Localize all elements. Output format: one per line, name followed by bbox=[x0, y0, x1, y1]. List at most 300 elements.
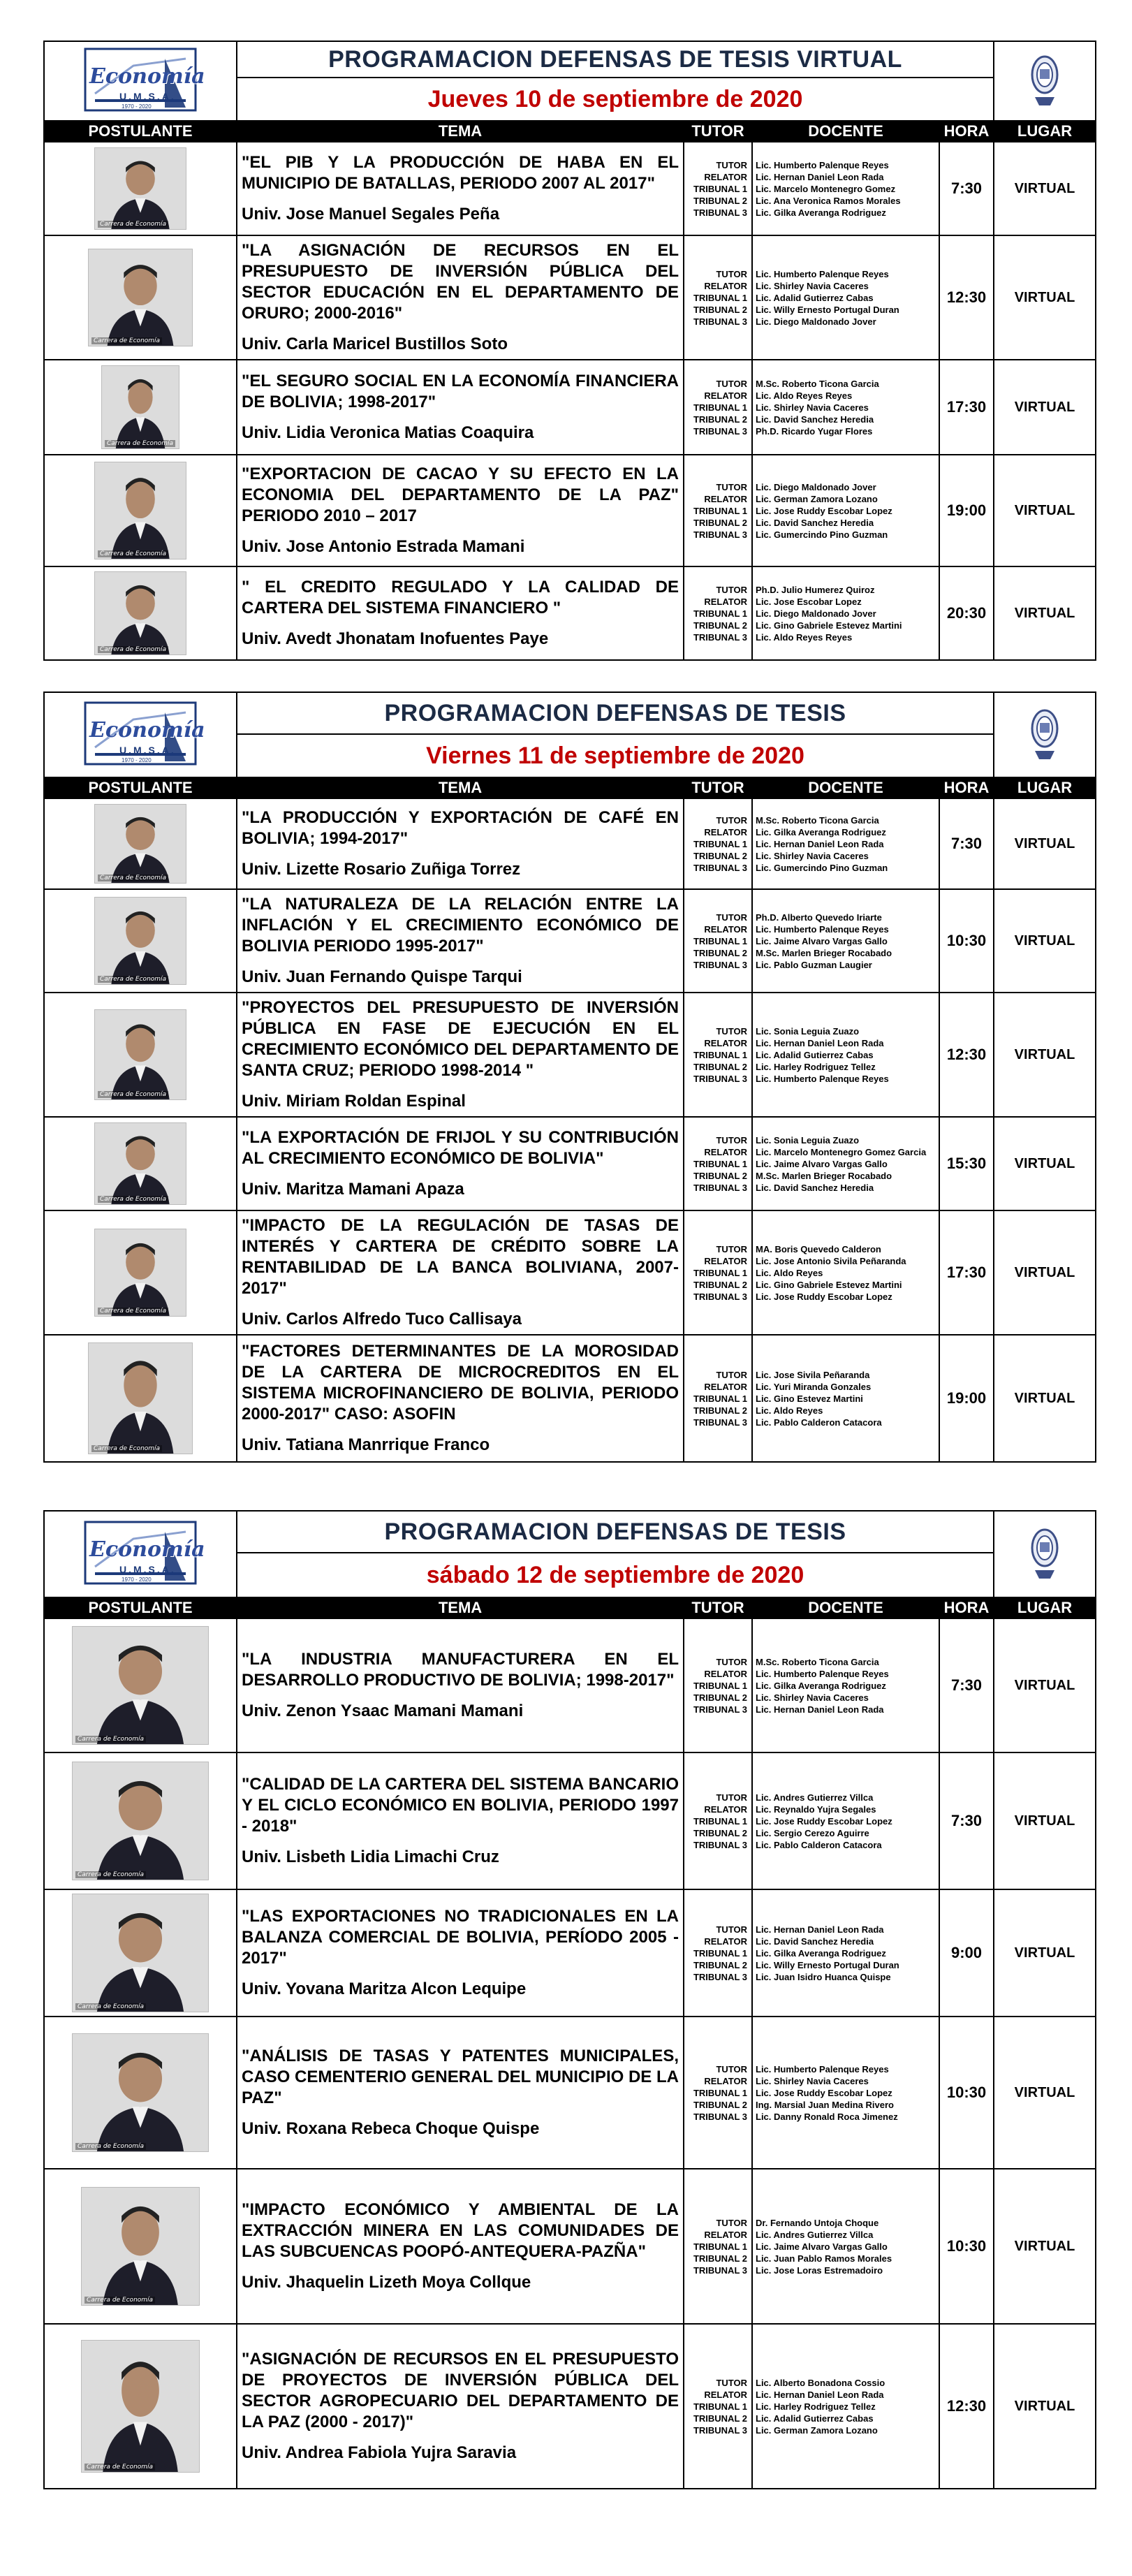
schedule-date: sábado 12 de septiembre de 2020 bbox=[237, 1553, 994, 1597]
logo-cell bbox=[44, 41, 237, 121]
docente-name: Lic. Gilka Averanga Rodriguez bbox=[756, 1947, 886, 1959]
role-label: TUTOR bbox=[716, 159, 747, 170]
tema-cell bbox=[237, 1889, 684, 2017]
avatar bbox=[101, 365, 179, 449]
role-label: TRIBUNAL 2 bbox=[693, 1692, 747, 1703]
role-label: TRIBUNAL 2 bbox=[693, 2099, 747, 2110]
role-label: RELATOR bbox=[704, 1255, 747, 1266]
docente-name: Lic. Jose Loras Estremadoiro bbox=[756, 2264, 883, 2276]
docente-name: Lic. Aldo Reyes Reyes bbox=[756, 631, 853, 643]
role-label: TRIBUNAL 3 bbox=[693, 2111, 747, 2122]
tutor-roles-cell bbox=[684, 798, 752, 889]
role-label: TRIBUNAL 2 bbox=[693, 2253, 747, 2264]
role-label: RELATOR bbox=[704, 280, 747, 291]
docente-name: Lic. Jose Ruddy Escobar Lopez bbox=[756, 505, 892, 516]
role-label: RELATOR bbox=[704, 493, 747, 504]
role-label: RELATOR bbox=[704, 923, 747, 935]
tema-cell bbox=[237, 1117, 684, 1210]
docente-name: Lic. Pablo Calderon Catacora bbox=[756, 1417, 882, 1428]
photo-caption: Carrera de Economía bbox=[75, 2143, 146, 2150]
logo-years-text: 1970 - 2020 bbox=[122, 103, 152, 110]
docente-name: Lic. Adalid Gutierrez Cabas bbox=[756, 292, 874, 303]
hora-cell: 7:30 bbox=[939, 142, 994, 235]
column-header-postulante: POSTULANTE bbox=[44, 1597, 237, 1618]
hora-cell: 20:30 bbox=[939, 566, 994, 660]
role-label: RELATOR bbox=[704, 1668, 747, 1679]
role-label: RELATOR bbox=[704, 2229, 747, 2240]
role-label: TRIBUNAL 1 bbox=[693, 1947, 747, 1959]
role-label: TUTOR bbox=[716, 584, 747, 595]
postulante-cell bbox=[44, 360, 237, 455]
docente-name: Lic. Hernan Daniel Leon Rada bbox=[756, 2389, 884, 2400]
umsa-seal-icon bbox=[1025, 702, 1064, 765]
photo-caption: Carrera de Economía bbox=[105, 440, 175, 447]
docente-name: Lic. Andres Gutierrez Villca bbox=[756, 2229, 874, 2240]
student-name: Univ. Avedt Jhonatam Inofuentes Paye bbox=[242, 629, 549, 648]
table-row bbox=[44, 142, 1096, 235]
docente-cell bbox=[752, 993, 939, 1117]
docente-name: MA. Boris Quevedo Calderon bbox=[756, 1243, 881, 1254]
docente-name: Lic. Adalid Gutierrez Cabas bbox=[756, 1049, 874, 1060]
column-header-row bbox=[44, 121, 1096, 142]
role-label: TRIBUNAL 1 bbox=[693, 1049, 747, 1060]
role-label: TUTOR bbox=[716, 2377, 747, 2388]
hora-cell: 17:30 bbox=[939, 360, 994, 455]
tutor-roles-cell bbox=[684, 142, 752, 235]
lugar-cell: VIRTUAL bbox=[994, 1117, 1096, 1210]
docente-name: Lic. Hernan Daniel Leon Rada bbox=[756, 838, 884, 849]
postulante-cell bbox=[44, 889, 237, 993]
postulante-cell bbox=[44, 142, 237, 235]
thesis-title: "EL SEGURO SOCIAL EN LA ECONOMÍA FINANCIERA DE BOLIVIA; 1998-2017" bbox=[242, 372, 679, 411]
table-row bbox=[44, 2017, 1096, 2169]
role-label: TRIBUNAL 2 bbox=[693, 850, 747, 861]
tema-cell bbox=[237, 2017, 684, 2169]
lugar-cell: VIRTUAL bbox=[994, 142, 1096, 235]
docente-name: Lic. Aldo Reyes bbox=[756, 1267, 823, 1278]
docente-name: Lic. Juan Pablo Ramos Morales bbox=[756, 2253, 892, 2264]
postulante-cell bbox=[44, 798, 237, 889]
logo-main-text: Economía bbox=[89, 64, 205, 89]
lugar-cell: VIRTUAL bbox=[994, 566, 1096, 660]
column-header-tema: TEMA bbox=[237, 121, 684, 142]
thesis-title: "IMPACTO ECONÓMICO Y AMBIENTAL DE LA EXTRACCIÓN MINERA EN LAS COMUNIDADES DE LAS SUBCUENCAS POOPÓ-ANTEQUERA-PAZÑA" bbox=[242, 2200, 679, 2261]
table-row bbox=[44, 1117, 1096, 1210]
schedule-title: PROGRAMACION DEFENSAS DE TESIS bbox=[237, 1511, 994, 1553]
role-label: TRIBUNAL 3 bbox=[693, 1417, 747, 1428]
docente-name: Lic. Jose Ruddy Escobar Lopez bbox=[756, 1291, 892, 1302]
table-row bbox=[44, 2324, 1096, 2489]
tutor-roles-cell bbox=[684, 2017, 752, 2169]
docente-name: Lic. Jaime Alvaro Vargas Gallo bbox=[756, 1158, 888, 1169]
photo-caption: Carrera de Economía bbox=[98, 1091, 168, 1098]
photo-caption: Carrera de Economía bbox=[98, 550, 168, 557]
logo-years-text: 1970 - 2020 bbox=[122, 1576, 152, 1583]
umsa-seal-icon bbox=[1025, 1521, 1064, 1584]
lugar-cell: VIRTUAL bbox=[994, 455, 1096, 566]
docente-name: Lic. Marcelo Montenegro Gomez bbox=[756, 183, 896, 194]
docente-name: Lic. Jose Ruddy Escobar Lopez bbox=[756, 2087, 892, 2098]
docente-name: M.Sc. Roberto Ticona Garcia bbox=[756, 1656, 879, 1667]
role-label: TUTOR bbox=[716, 2217, 747, 2228]
tema-cell bbox=[237, 142, 684, 235]
role-label: TRIBUNAL 3 bbox=[693, 959, 747, 970]
schedule-date: Viernes 11 de septiembre de 2020 bbox=[237, 734, 994, 777]
schedule-title: PROGRAMACION DEFENSAS DE TESIS VIRTUAL bbox=[237, 41, 994, 78]
role-label: TRIBUNAL 3 bbox=[693, 631, 747, 643]
student-name: Univ. Maritza Mamani Apaza bbox=[242, 1180, 464, 1199]
role-label: TRIBUNAL 2 bbox=[693, 1061, 747, 1072]
role-label: TRIBUNAL 2 bbox=[693, 1279, 747, 1290]
thesis-title: "LA PRODUCCIÓN Y EXPORTACIÓN DE CAFÉ EN BOLIVIA; 1994-2017" bbox=[242, 808, 679, 848]
hora-cell: 19:00 bbox=[939, 1335, 994, 1462]
thesis-title: "LA EXPORTACIÓN DE FRIJOL Y SU CONTRIBUCIÓN AL CRECIMIENTO ECONÓMICO DE BOLIVIA" bbox=[242, 1128, 679, 1168]
docente-name: Lic. Hernan Daniel Leon Rada bbox=[756, 171, 884, 182]
hora-cell: 10:30 bbox=[939, 2017, 994, 2169]
thesis-title: "ASIGNACIÓN DE RECURSOS EN EL PRESUPUESTO DE PROYECTOS DE INVERSIÓN PÚBLICA DEL SECTOR AGROPECUARIO DEL DEPARTAMENTO DE LA PAZ (2000 - 2017)" bbox=[242, 2350, 679, 2431]
role-label: RELATOR bbox=[704, 390, 747, 401]
avatar bbox=[94, 462, 186, 559]
docente-name: Lic. Shirley Navia Caceres bbox=[756, 402, 869, 413]
economia-logo bbox=[81, 698, 205, 768]
photo-caption: Carrera de Economía bbox=[91, 1445, 162, 1452]
docente-name: Lic. Humberto Palenque Reyes bbox=[756, 2063, 889, 2074]
role-label: TRIBUNAL 2 bbox=[693, 1827, 747, 1838]
docente-name: Lic. Jaime Alvaro Vargas Gallo bbox=[756, 2241, 888, 2252]
lugar-cell: VIRTUAL bbox=[994, 1335, 1096, 1462]
role-label: TRIBUNAL 3 bbox=[693, 425, 747, 437]
docente-name: Lic. Pablo Calderon Catacora bbox=[756, 1839, 882, 1850]
lugar-cell: VIRTUAL bbox=[994, 2017, 1096, 2169]
docente-name: Lic. German Zamora Lozano bbox=[756, 2424, 878, 2436]
schedule-table bbox=[43, 41, 1096, 661]
docente-name: Lic. David Sanchez Heredia bbox=[756, 1935, 874, 1947]
seal-cell bbox=[994, 1511, 1096, 1597]
role-label: TUTOR bbox=[716, 2063, 747, 2074]
avatar bbox=[94, 804, 186, 884]
role-label: RELATOR bbox=[704, 826, 747, 837]
postulante-cell bbox=[44, 235, 237, 360]
role-label: TRIBUNAL 2 bbox=[693, 947, 747, 958]
docente-name: Lic. Shirley Navia Caceres bbox=[756, 850, 869, 861]
avatar bbox=[81, 2340, 200, 2473]
student-name: Univ. Lisbeth Lidia Limachi Cruz bbox=[242, 1847, 499, 1866]
column-header-docente: DOCENTE bbox=[752, 1597, 939, 1618]
docente-cell bbox=[752, 1335, 939, 1462]
thesis-title: "FACTORES DETERMINANTES DE LA MOROSIDAD DE LA CARTERA DE MICROCREDITOS EN EL SISTEMA MICROFINANCIERO DE BOLIVIA, PERIODO 2000-2017" CASO: ASOFIN bbox=[242, 1342, 679, 1424]
table-row bbox=[44, 566, 1096, 660]
role-label: TRIBUNAL 3 bbox=[693, 1971, 747, 1982]
hora-cell: 7:30 bbox=[939, 798, 994, 889]
docente-name: Lic. Willy Ernesto Portugal Duran bbox=[756, 1959, 899, 1970]
thesis-title: "LA ASIGNACIÓN DE RECURSOS EN EL PRESUPUESTO DE INVERSIÓN PÚBLICA DEL SECTOR EDUCACIÓN EN EL DEPARTAMENTO DE ORURO; 2000-2016" bbox=[242, 241, 679, 323]
role-label: TUTOR bbox=[716, 1025, 747, 1037]
lugar-cell: VIRTUAL bbox=[994, 235, 1096, 360]
avatar bbox=[94, 147, 186, 230]
avatar bbox=[72, 2033, 209, 2152]
docente-cell bbox=[752, 1889, 939, 2017]
role-label: TRIBUNAL 2 bbox=[693, 517, 747, 528]
table-row bbox=[44, 1752, 1096, 1889]
docente-name: Lic. Pablo Guzman Laugier bbox=[756, 959, 872, 970]
docente-name: M.Sc. Marlen Brieger Rocabado bbox=[756, 1170, 892, 1181]
docente-name: Lic. Shirley Navia Caceres bbox=[756, 1692, 869, 1703]
column-header-docente: DOCENTE bbox=[752, 777, 939, 798]
docente-cell bbox=[752, 1210, 939, 1335]
docente-name: Lic. David Sanchez Heredia bbox=[756, 517, 874, 528]
docente-name: Lic. Sergio Cerezo Aguirre bbox=[756, 1827, 869, 1838]
role-label: TRIBUNAL 3 bbox=[693, 1704, 747, 1715]
table-row bbox=[44, 1618, 1096, 1752]
tema-cell bbox=[237, 455, 684, 566]
docente-name: Lic. Yuri Miranda Gonzales bbox=[756, 1381, 872, 1392]
lugar-cell: VIRTUAL bbox=[994, 993, 1096, 1117]
docente-name: Lic. Gumercindo Pino Guzman bbox=[756, 862, 888, 873]
tema-cell bbox=[237, 360, 684, 455]
role-label: TRIBUNAL 1 bbox=[693, 935, 747, 946]
column-header-lugar: LUGAR bbox=[994, 121, 1096, 142]
docente-name: M.Sc. Roberto Ticona Garcia bbox=[756, 814, 879, 826]
logo-sub-text: U.M.S.A. bbox=[119, 1563, 176, 1575]
docente-name: Lic. Adalid Gutierrez Cabas bbox=[756, 2413, 874, 2424]
role-label: TUTOR bbox=[716, 378, 747, 389]
docente-name: Lic. Shirley Navia Caceres bbox=[756, 2075, 869, 2086]
role-label: TUTOR bbox=[716, 481, 747, 492]
role-label: TRIBUNAL 1 bbox=[693, 1267, 747, 1278]
postulante-cell bbox=[44, 2169, 237, 2324]
postulante-cell bbox=[44, 1889, 237, 2017]
docente-name: Lic. Hernan Daniel Leon Rada bbox=[756, 1037, 884, 1048]
photo-caption: Carrera de Economía bbox=[75, 1871, 146, 1878]
logo-main-text: Economía bbox=[89, 1537, 205, 1562]
docente-name: Lic. Willy Ernesto Portugal Duran bbox=[756, 304, 899, 315]
role-label: TRIBUNAL 1 bbox=[693, 608, 747, 619]
lugar-cell: VIRTUAL bbox=[994, 2169, 1096, 2324]
student-name: Univ. Zenon Ysaac Mamani Mamani bbox=[242, 1702, 524, 1720]
column-header-row bbox=[44, 777, 1096, 798]
photo-caption: Carrera de Economía bbox=[75, 1736, 146, 1743]
column-header-lugar: LUGAR bbox=[994, 777, 1096, 798]
docente-name: Lic. Gino Gabriele Estevez Martini bbox=[756, 1279, 902, 1290]
docente-cell bbox=[752, 2169, 939, 2324]
tutor-roles-cell bbox=[684, 993, 752, 1117]
role-label: TRIBUNAL 2 bbox=[693, 1959, 747, 1970]
role-label: RELATOR bbox=[704, 1935, 747, 1947]
role-label: TRIBUNAL 2 bbox=[693, 620, 747, 631]
role-label: TRIBUNAL 1 bbox=[693, 402, 747, 413]
role-label: TRIBUNAL 2 bbox=[693, 304, 747, 315]
role-label: TRIBUNAL 3 bbox=[693, 1839, 747, 1850]
docente-name: Lic. Diego Maldonado Jover bbox=[756, 608, 876, 619]
role-label: TRIBUNAL 2 bbox=[693, 414, 747, 425]
docente-name: Lic. Marcelo Montenegro Gomez Garcia bbox=[756, 1146, 927, 1157]
tutor-roles-cell bbox=[684, 235, 752, 360]
tutor-roles-cell bbox=[684, 566, 752, 660]
role-label: TRIBUNAL 3 bbox=[693, 316, 747, 327]
docente-name: Lic. Diego Maldonado Jover bbox=[756, 481, 876, 492]
role-label: RELATOR bbox=[704, 1037, 747, 1048]
table-row bbox=[44, 889, 1096, 993]
photo-caption: Carrera de Economía bbox=[98, 874, 168, 881]
lugar-cell: VIRTUAL bbox=[994, 798, 1096, 889]
role-label: TRIBUNAL 3 bbox=[693, 529, 747, 540]
docente-name: Lic. Humberto Palenque Reyes bbox=[756, 268, 889, 279]
schedule-date: Jueves 10 de septiembre de 2020 bbox=[237, 78, 994, 121]
hora-cell: 17:30 bbox=[939, 1210, 994, 1335]
lugar-cell: VIRTUAL bbox=[994, 1752, 1096, 1889]
postulante-cell bbox=[44, 993, 237, 1117]
role-label: TUTOR bbox=[716, 814, 747, 826]
role-label: TRIBUNAL 3 bbox=[693, 2264, 747, 2276]
docente-name: Lic. Harley Rodriguez Tellez bbox=[756, 1061, 876, 1072]
tema-cell bbox=[237, 993, 684, 1117]
postulante-cell bbox=[44, 1210, 237, 1335]
logo-sub-text: U.M.S.A. bbox=[119, 744, 176, 756]
thesis-title: "IMPACTO DE LA REGULACIÓN DE TASAS DE INTERÉS Y CARTERA DE CRÉDITO SOBRE LA RENTABILIDAD DE LA BANCA BOLIVIANA, 2007-2017" bbox=[242, 1216, 679, 1298]
seal-cell bbox=[994, 692, 1096, 777]
role-label: TRIBUNAL 3 bbox=[693, 1182, 747, 1193]
hora-cell: 10:30 bbox=[939, 2169, 994, 2324]
hora-cell: 7:30 bbox=[939, 1618, 994, 1752]
docente-cell bbox=[752, 142, 939, 235]
hora-cell: 9:00 bbox=[939, 1889, 994, 2017]
table-row bbox=[44, 360, 1096, 455]
role-label: TUTOR bbox=[716, 1656, 747, 1667]
role-label: RELATOR bbox=[704, 1803, 747, 1815]
student-name: Univ. Lidia Veronica Matias Coaquira bbox=[242, 423, 534, 442]
role-label: RELATOR bbox=[704, 2075, 747, 2086]
lugar-cell: VIRTUAL bbox=[994, 2324, 1096, 2489]
lugar-cell: VIRTUAL bbox=[994, 1210, 1096, 1335]
photo-caption: Carrera de Economía bbox=[98, 976, 168, 983]
docente-cell bbox=[752, 235, 939, 360]
column-header-tema: TEMA bbox=[237, 777, 684, 798]
docente-name: Lic. Gilka Averanga Rodriguez bbox=[756, 1680, 886, 1691]
column-header-tutor: TUTOR bbox=[684, 777, 752, 798]
column-header-hora: HORA bbox=[939, 777, 994, 798]
column-header-docente: DOCENTE bbox=[752, 121, 939, 142]
role-label: RELATOR bbox=[704, 171, 747, 182]
lugar-cell: VIRTUAL bbox=[994, 360, 1096, 455]
role-label: TUTOR bbox=[716, 1369, 747, 1380]
role-label: TRIBUNAL 1 bbox=[693, 292, 747, 303]
docente-name: Lic. David Sanchez Heredia bbox=[756, 414, 874, 425]
docente-name: Lic. Gino Gabriele Estevez Martini bbox=[756, 620, 902, 631]
logo-cell bbox=[44, 692, 237, 777]
column-header-hora: HORA bbox=[939, 121, 994, 142]
student-name: Univ. Tatiana Manrrique Franco bbox=[242, 1435, 490, 1454]
docente-cell bbox=[752, 566, 939, 660]
docente-cell bbox=[752, 2324, 939, 2489]
tutor-roles-cell bbox=[684, 455, 752, 566]
student-name: Univ. Andrea Fabiola Yujra Saravia bbox=[242, 2443, 517, 2462]
photo-caption: Carrera de Economía bbox=[84, 2464, 155, 2471]
avatar bbox=[72, 1762, 209, 1880]
table-row bbox=[44, 235, 1096, 360]
docente-name: Lic. Alberto Bonadona Cossio bbox=[756, 2377, 885, 2388]
docente-name: Lic. Sonia Leguia Zuazo bbox=[756, 1134, 860, 1146]
role-label: TUTOR bbox=[716, 912, 747, 923]
student-name: Univ. Carlos Alfredo Tuco Callisaya bbox=[242, 1310, 522, 1329]
docente-name: Lic. Gilka Averanga Rodriguez bbox=[756, 826, 886, 837]
student-name: Univ. Carla Maricel Bustillos Soto bbox=[242, 335, 508, 353]
docente-name: M.Sc. Roberto Ticona Garcia bbox=[756, 378, 879, 389]
docente-name: Dr. Fernando Untoja Choque bbox=[756, 2217, 879, 2228]
role-label: TRIBUNAL 2 bbox=[693, 1170, 747, 1181]
role-label: TRIBUNAL 1 bbox=[693, 183, 747, 194]
tema-cell bbox=[237, 1752, 684, 1889]
docente-name: Lic. Jose Antonio Sivila Peñaranda bbox=[756, 1255, 906, 1266]
docente-name: Lic. Hernan Daniel Leon Rada bbox=[756, 1924, 884, 1935]
docente-name: Lic. Gilka Averanga Rodriguez bbox=[756, 207, 886, 218]
thesis-title: "ANÁLISIS DE TASAS Y PATENTES MUNICIPALES, CASO CEMENTERIO GENERAL DEL MUNICIPIO DE LA PAZ" bbox=[242, 2047, 679, 2107]
docente-name: M.Sc. Marlen Brieger Rocabado bbox=[756, 947, 892, 958]
role-label: TRIBUNAL 1 bbox=[693, 1680, 747, 1691]
docente-cell bbox=[752, 2017, 939, 2169]
role-label: TRIBUNAL 3 bbox=[693, 862, 747, 873]
hora-cell: 10:30 bbox=[939, 889, 994, 993]
column-header-row bbox=[44, 1597, 1096, 1618]
thesis-title: "EXPORTACION DE CACAO Y SU EFECTO EN LA ECONOMIA DEL DEPARTAMENTO DE LA PAZ" PERIODO 2010 – 2017 bbox=[242, 464, 679, 525]
seal-cell bbox=[994, 41, 1096, 121]
schedule-table bbox=[43, 1510, 1096, 2489]
docente-name: Lic. Aldo Reyes bbox=[756, 1405, 823, 1416]
avatar bbox=[94, 571, 186, 655]
role-label: TRIBUNAL 1 bbox=[693, 1815, 747, 1827]
tema-cell bbox=[237, 889, 684, 993]
docente-name: Lic. Diego Maldonado Jover bbox=[756, 316, 876, 327]
docente-name: Lic. Humberto Palenque Reyes bbox=[756, 923, 889, 935]
lugar-cell: VIRTUAL bbox=[994, 1618, 1096, 1752]
hora-cell: 19:00 bbox=[939, 455, 994, 566]
thesis-title: "EL PIB Y LA PRODUCCIÓN DE HABA EN EL MUNICIPIO DE BATALLAS, PERIODO 2007 AL 2017" bbox=[242, 153, 679, 193]
avatar bbox=[81, 2187, 200, 2306]
economia-logo bbox=[81, 45, 205, 115]
avatar bbox=[94, 1122, 186, 1205]
column-header-hora: HORA bbox=[939, 1597, 994, 1618]
thesis-title: "LAS EXPORTACIONES NO TRADICIONALES EN LA BALANZA COMERCIAL DE BOLIVIA, PERÍODO 2005 - 2017" bbox=[242, 1907, 679, 1968]
thesis-title: "LA NATURALEZA DE LA RELACIÓN ENTRE LA INFLACIÓN Y EL CRECIMIENTO ECONÓMICO DE BOLIVIA PERIODO 1995-2017" bbox=[242, 895, 679, 956]
avatar bbox=[94, 1229, 186, 1317]
photo-caption: Carrera de Economía bbox=[91, 337, 162, 344]
docente-name: Lic. Harley Rodriguez Tellez bbox=[756, 2401, 876, 2412]
economia-logo bbox=[81, 1518, 205, 1588]
student-name: Univ. Jose Manuel Segales Peña bbox=[242, 205, 500, 224]
thesis-title: "PROYECTOS DEL PRESUPUESTO DE INVERSIÓN PÚBLICA EN FASE DE EJECUCIÓN EN EL CRECIMIENTO ECONÓMICO DEL DEPARTAMENTO DE SANTA CRUZ; PERIODO 1998-2014 " bbox=[242, 998, 679, 1080]
tutor-roles-cell bbox=[684, 2169, 752, 2324]
photo-caption: Carrera de Economía bbox=[98, 646, 168, 653]
role-label: TRIBUNAL 3 bbox=[693, 1291, 747, 1302]
docente-name: Lic. Danny Ronald Roca Jimenez bbox=[756, 2111, 898, 2122]
docente-cell bbox=[752, 1618, 939, 1752]
student-name: Univ. Roxana Rebeca Choque Quispe bbox=[242, 2119, 540, 2138]
table-row bbox=[44, 1335, 1096, 1462]
role-label: TRIBUNAL 1 bbox=[693, 838, 747, 849]
postulante-cell bbox=[44, 455, 237, 566]
role-label: TUTOR bbox=[716, 1243, 747, 1254]
docente-name: Ph.D. Ricardo Yugar Flores bbox=[756, 425, 873, 437]
docente-name: Lic. Aldo Reyes Reyes bbox=[756, 390, 853, 401]
tutor-roles-cell bbox=[684, 1618, 752, 1752]
photo-caption: Carrera de Economía bbox=[98, 1308, 168, 1315]
docente-name: Lic. Jose Sivila Peñaranda bbox=[756, 1369, 870, 1380]
postulante-cell bbox=[44, 566, 237, 660]
docente-name: Lic. Juan Isidro Huanca Quispe bbox=[756, 1971, 891, 1982]
umsa-seal-icon bbox=[1025, 48, 1064, 111]
student-name: Univ. Jose Antonio Estrada Mamani bbox=[242, 537, 525, 556]
role-label: TRIBUNAL 1 bbox=[693, 1393, 747, 1404]
docente-cell bbox=[752, 1752, 939, 1889]
